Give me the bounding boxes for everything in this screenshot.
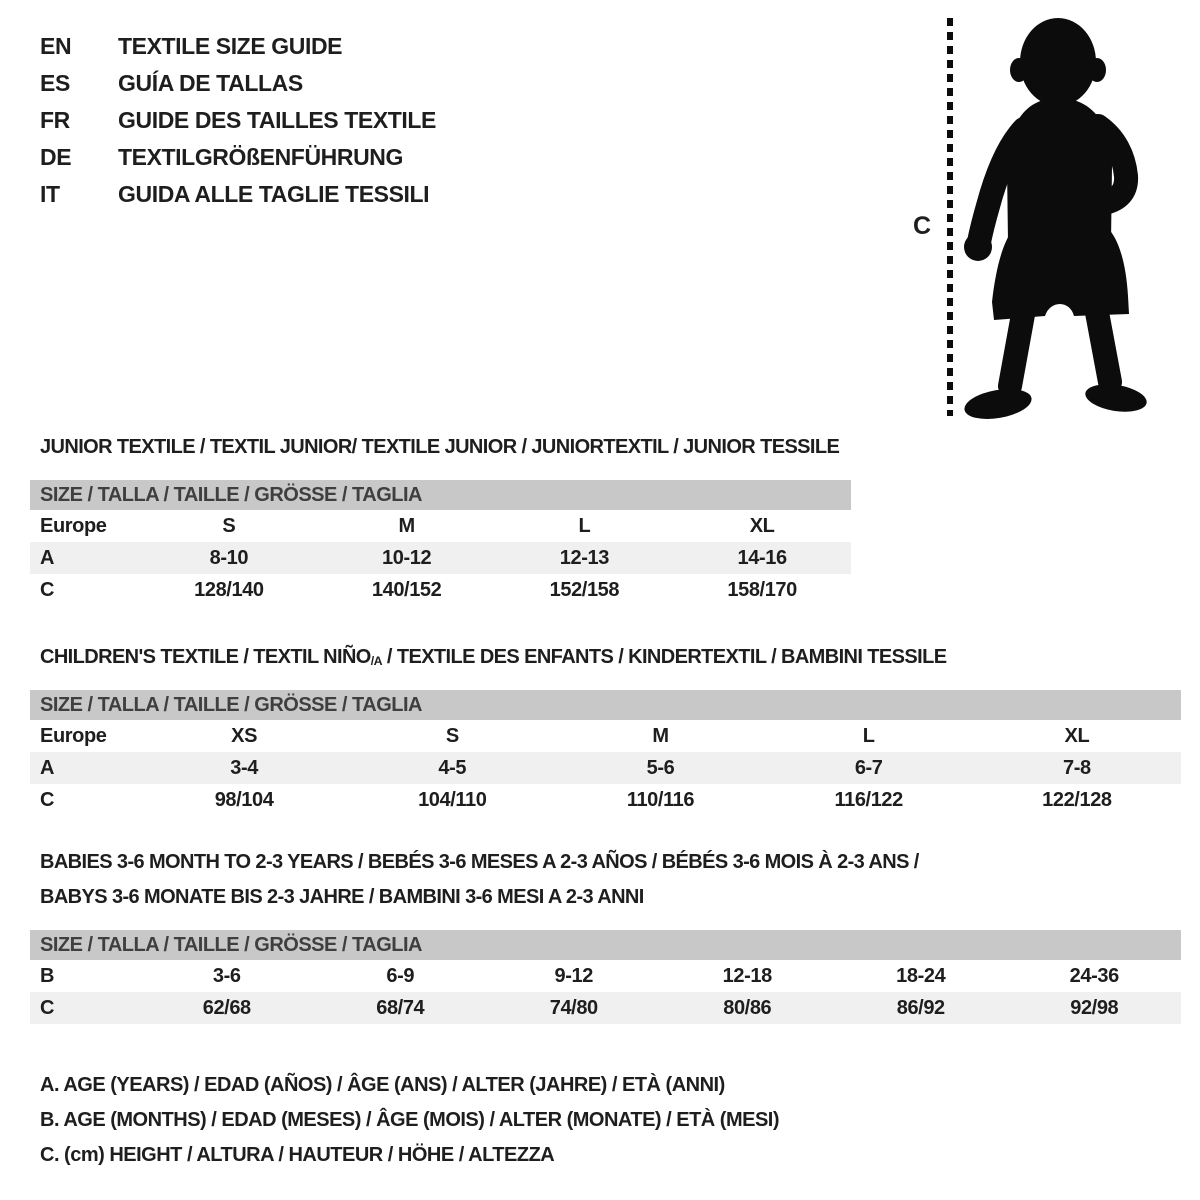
table-cell: 98/104 <box>214 788 274 811</box>
row-label: C <box>40 578 55 601</box>
language-code: ES <box>40 70 70 96</box>
table-cell: 104/110 <box>418 788 487 811</box>
table-cell: 3-4 <box>230 756 258 779</box>
toddler-silhouette-icon <box>958 14 1160 420</box>
table-cell: 18-24 <box>896 964 946 987</box>
table-cell: S <box>222 514 236 537</box>
row-label: Europe <box>40 724 107 747</box>
table-cell: 92/98 <box>1070 996 1119 1019</box>
table-cell: 74/80 <box>549 996 598 1019</box>
table-cell: S <box>445 724 459 747</box>
table-cell: M <box>652 724 669 747</box>
language-code: FR <box>40 107 70 133</box>
table-row <box>30 542 851 574</box>
table-cell: 116/122 <box>834 788 903 811</box>
babies-section-title <box>40 845 919 915</box>
language-title: TEXTILE SIZE GUIDE <box>118 33 343 59</box>
row-label: A <box>40 546 55 569</box>
language-code: EN <box>40 33 72 59</box>
junior-size-table <box>30 480 851 606</box>
table-cell: 80/86 <box>723 996 772 1019</box>
table-row <box>30 992 1181 1024</box>
measure-legend <box>40 1068 779 1173</box>
table-row <box>30 720 1181 752</box>
row-label: Europe <box>40 514 107 537</box>
table-row <box>30 784 1181 816</box>
table-cell: 152/158 <box>549 578 620 601</box>
section-title-line: BABYS 3-6 MONATE BIS 2-3 JAHRE / BAMBINI 3-6 MESI A 2-3 ANNI <box>40 886 644 908</box>
row-label: C <box>40 996 55 1019</box>
table-cell: 10-12 <box>382 546 432 569</box>
table-cell: L <box>862 724 875 747</box>
language-title: GUIDA ALLE TAGLIE TESSILI <box>118 181 430 207</box>
section-title-line: BABIES 3-6 MONTH TO 2-3 YEARS / BEBÉS 3-6 MESES A 2-3 AÑOS / BÉBÉS 3-6 MOIS À 2-3 ANS / <box>40 851 919 873</box>
table-cell: L <box>578 514 591 537</box>
table-cell: 128/140 <box>194 578 264 601</box>
table-row <box>30 510 851 542</box>
size-header-bar: SIZE / TALLA / TAILLE / GRÖSSE / TAGLIA <box>30 480 851 510</box>
table-cell: XL <box>1064 724 1090 747</box>
table-cell: XL <box>749 514 775 537</box>
language-row <box>40 176 436 213</box>
children-size-table <box>30 690 1181 816</box>
language-title: TEXTILGRÖßENFÜHRUNG <box>118 144 403 170</box>
table-cell: 8-10 <box>209 546 249 569</box>
height-measure-label: C <box>913 212 931 240</box>
table-cell: 6-9 <box>386 964 415 987</box>
legend-line: C. (cm) HEIGHT / ALTURA / HAUTEUR / HÖHE / ALTEZZA <box>40 1144 555 1166</box>
table-cell: 14-16 <box>737 546 787 569</box>
language-row <box>40 28 436 65</box>
table-cell: 4-5 <box>438 756 467 779</box>
table-cell: 5-6 <box>646 756 675 779</box>
babies-size-table <box>30 930 1181 1024</box>
table-cell: 140/152 <box>371 578 442 601</box>
table-cell: 122/128 <box>1042 788 1112 811</box>
table-row <box>30 574 851 606</box>
language-row <box>40 139 436 176</box>
language-code: DE <box>40 144 72 170</box>
table-cell: 12-18 <box>722 964 772 987</box>
title-subscript: /A <box>370 654 382 669</box>
table-cell: M <box>398 514 415 537</box>
section-title-line: JUNIOR TEXTILE / TEXTIL JUNIOR/ TEXTILE JUNIOR / JUNIORTEXTIL / JUNIOR TESSILE <box>40 436 840 458</box>
language-title: GUÍA DE TALLAS <box>118 70 303 96</box>
junior-section-title <box>40 430 839 465</box>
size-header-bar: SIZE / TALLA / TAILLE / GRÖSSE / TAGLIA <box>30 690 1181 720</box>
table-row <box>30 752 1181 784</box>
language-title: GUIDE DES TAILLES TEXTILE <box>118 107 436 133</box>
table-cell: 62/68 <box>202 996 251 1019</box>
table-row <box>30 960 1181 992</box>
table-cell: 68/74 <box>376 996 425 1019</box>
table-cell: 24-36 <box>1069 964 1119 987</box>
row-label: C <box>40 788 55 811</box>
table-cell: 6-7 <box>854 756 883 779</box>
table-cell: 86/92 <box>896 996 945 1019</box>
table-cell: XS <box>231 724 258 747</box>
table-cell: 7-8 <box>1063 756 1091 779</box>
table-cell: 110/116 <box>626 788 695 811</box>
language-row <box>40 102 436 139</box>
height-measure-dashed-line <box>947 18 953 416</box>
table-cell: 12-13 <box>559 546 609 569</box>
row-label: B <box>40 964 55 987</box>
row-label: A <box>40 756 55 779</box>
children-section-title: CHILDREN'S TEXTILE / TEXTIL NIÑO/A / TEXTILE DES ENFANTS / KINDERTEXTIL / BAMBINI TESSILE <box>40 646 947 669</box>
language-code: IT <box>40 181 60 207</box>
legend-line: B. AGE (MONTHS) / EDAD (MESES) / ÂGE (MOIS) / ALTER (MONATE) / ETÀ (MESI) <box>40 1109 780 1131</box>
size-header-bar: SIZE / TALLA / TAILLE / GRÖSSE / TAGLIA <box>30 930 1181 960</box>
table-cell: 3-6 <box>212 964 241 987</box>
table-cell: 9-12 <box>554 964 593 987</box>
legend-line: A. AGE (YEARS) / EDAD (AÑOS) / ÂGE (ANS) / ALTER (JAHRE) / ETÀ (ANNI) <box>40 1074 725 1096</box>
language-title-list <box>40 28 436 213</box>
language-row <box>40 65 436 102</box>
table-cell: 158/170 <box>727 578 797 601</box>
